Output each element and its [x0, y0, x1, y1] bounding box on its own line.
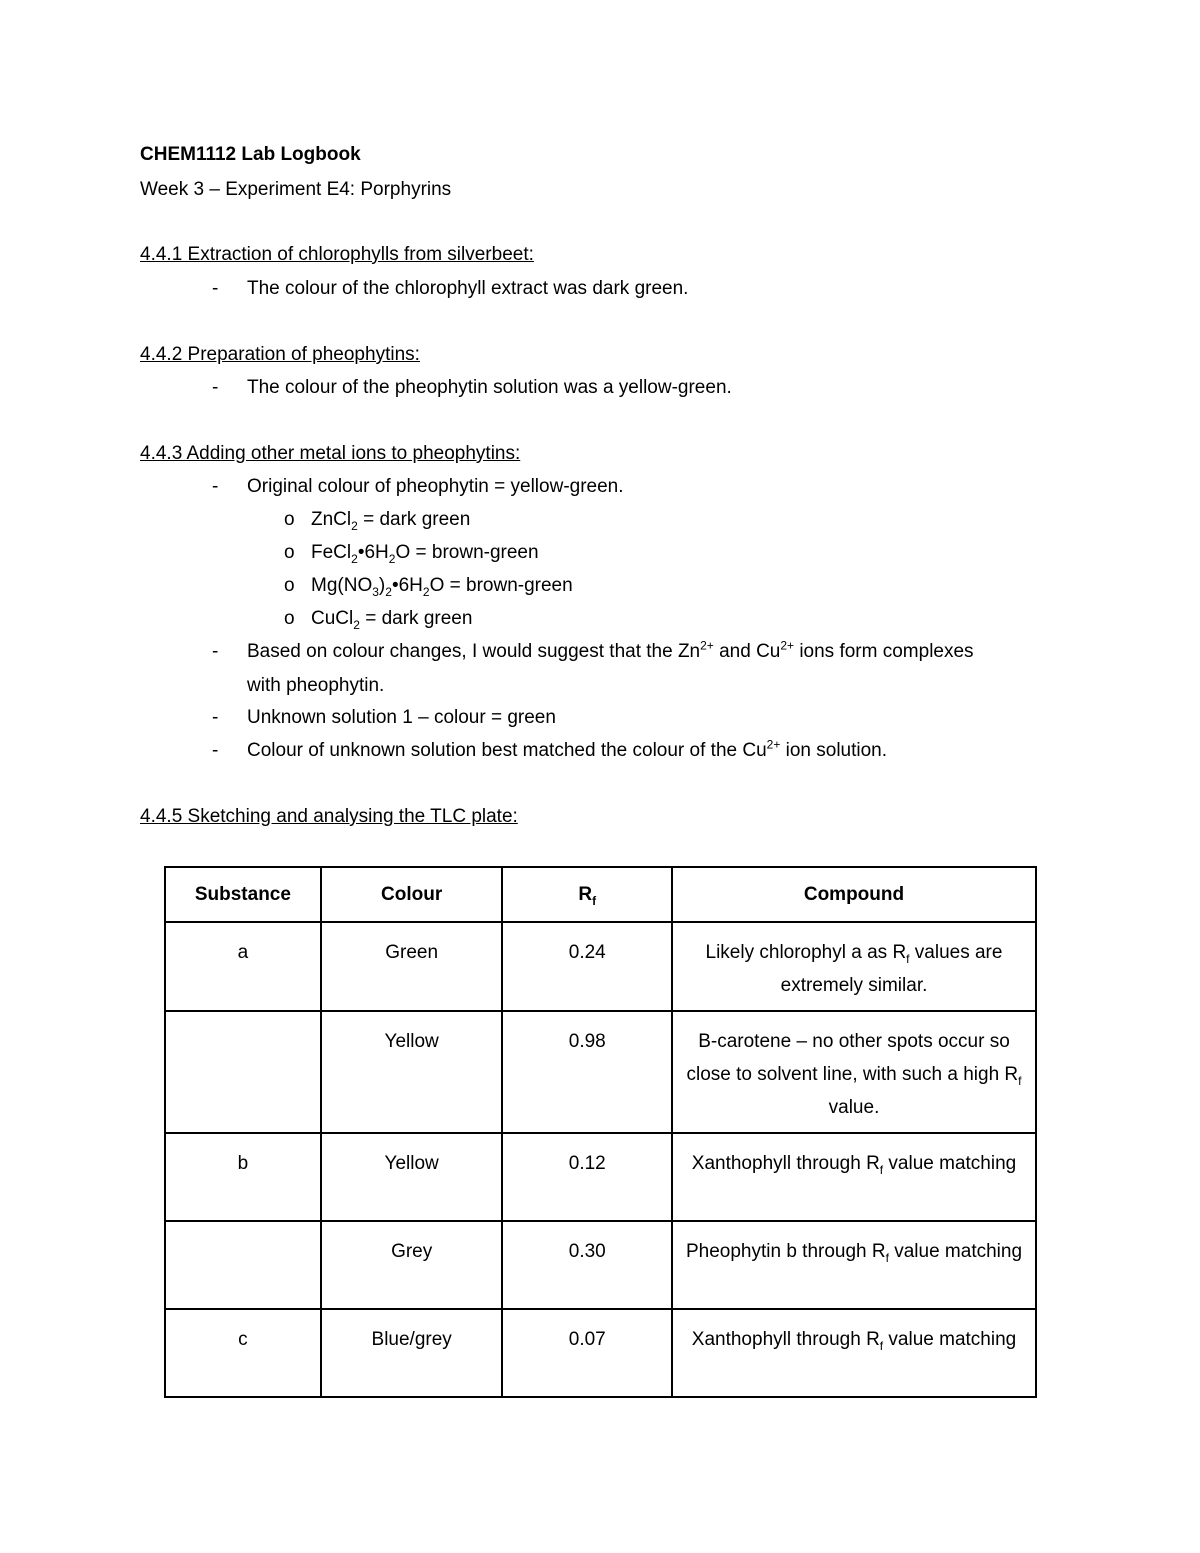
cell-rf: 0.07 [502, 1309, 672, 1397]
cell-compound: Likely chlorophyl a as $R_f$ values are extremely similar. [672, 922, 1036, 1011]
subscript: f [1018, 1073, 1022, 1088]
section-heading: 4.4.5 Sketching and analysing the TLC plate: [140, 806, 518, 827]
dash-bullet: - [212, 740, 219, 761]
cell-compound: Xanthophyll through $R_f$ value matching [672, 1309, 1036, 1397]
cell-rf: 0.30 [502, 1221, 672, 1309]
dash-bullet: - [212, 278, 219, 299]
subscript: 2 [351, 518, 358, 533]
cell-colour: Grey [321, 1221, 503, 1309]
document-title: CHEM1112 Lab Logbook [140, 144, 361, 165]
cell-colour: Blue/grey [321, 1309, 503, 1397]
subscript: f [879, 1162, 884, 1177]
sub-list-item-text: $FeCl_2•6H_2O$ = brown-green [311, 542, 539, 566]
list-item-text: Original colour of pheophytin = yellow-green. [247, 476, 624, 497]
subscript: f [906, 951, 910, 966]
dash-bullet: - [212, 707, 219, 728]
header-substance: Substance [165, 867, 321, 922]
list-item-text: Unknown solution 1 – colour = green [247, 707, 556, 728]
section-heading: 4.4.2 Preparation of pheophytins: [140, 344, 420, 365]
sub-list-item-text: $Mg(NO_3)_2•6H_2O$ = brown-green [311, 575, 573, 599]
cell-compound: Xanthophyll through $R_f$ value matching [672, 1133, 1036, 1221]
subscript: 2 [388, 551, 396, 566]
table-row [165, 1133, 1036, 1221]
superscript: 2+ [700, 638, 714, 653]
dash-bullet: - [212, 377, 219, 398]
document-subtitle: Week 3 – Experiment E4: Porphyrins [140, 179, 452, 200]
circle-bullet: o [284, 542, 295, 563]
cell-substance: b [165, 1133, 321, 1221]
list-item-text: The colour of the chlorophyll extract was dark green. [247, 278, 689, 299]
dash-bullet: - [212, 641, 219, 662]
cell-substance [165, 1221, 321, 1309]
subscript: 2 [353, 617, 360, 632]
table-row [165, 1309, 1036, 1397]
table-row [165, 922, 1036, 1011]
list-item-continuation: with pheophytin. [247, 675, 385, 696]
cell-compound: B-carotene – no other spots occur so close to solvent line, with such a high $R_f$ value. [672, 1011, 1036, 1133]
tlc-results-table [164, 866, 1037, 1398]
circle-bullet: o [284, 608, 295, 629]
circle-bullet: o [284, 575, 295, 596]
subscript: f [879, 1338, 884, 1353]
superscript: 2+ [766, 737, 781, 752]
cell-substance [165, 1011, 321, 1133]
superscript: 2+ [780, 638, 795, 653]
circle-bullet: o [284, 509, 295, 530]
list-item-text: The colour of the pheophytin solution was a yellow-green. [247, 377, 732, 398]
cell-compound: Pheophytin b through $R_f$ value matching [672, 1221, 1036, 1309]
cell-colour: Yellow [321, 1011, 503, 1133]
subscript: 2 [422, 584, 430, 599]
section-heading: 4.4.1 Extraction of chlorophylls from silverbeet: [140, 244, 534, 265]
dash-bullet: - [212, 476, 219, 497]
subscript: 2 [351, 551, 358, 566]
list-item-text: Colour of unknown solution best matched the colour of the $Cu^{2+}$ ion solution. [247, 737, 888, 761]
subscript: 2 [385, 584, 392, 599]
sub-list-item-text: CuCl$_2$ = dark green [311, 608, 473, 632]
list-item-text: Based on colour changes, I would suggest that the $Zn^{2+}$ and $Cu^{2+}$ ions form complexes [247, 638, 974, 662]
cell-rf: 0.12 [502, 1133, 672, 1221]
table-row [165, 1221, 1036, 1309]
cell-colour: Yellow [321, 1133, 503, 1221]
cell-substance: c [165, 1309, 321, 1397]
cell-colour: Green [321, 922, 503, 1011]
table-header-row [165, 867, 1036, 922]
subscript: 3 [372, 584, 379, 599]
table-row [165, 1011, 1036, 1133]
subscript: f [592, 893, 597, 908]
cell-rf: 0.98 [502, 1011, 672, 1133]
cell-rf: 0.24 [502, 922, 672, 1011]
header-rf: $R_f$ [502, 867, 672, 922]
header-compound: Compound [672, 867, 1036, 922]
subscript: f [885, 1250, 889, 1265]
sub-list-item-text: ZnCl$_2$ = dark green [311, 509, 471, 533]
cell-substance: a [165, 922, 321, 1011]
header-colour: Colour [321, 867, 503, 922]
section-heading: 4.4.3 Adding other metal ions to pheophytins: [140, 443, 521, 464]
